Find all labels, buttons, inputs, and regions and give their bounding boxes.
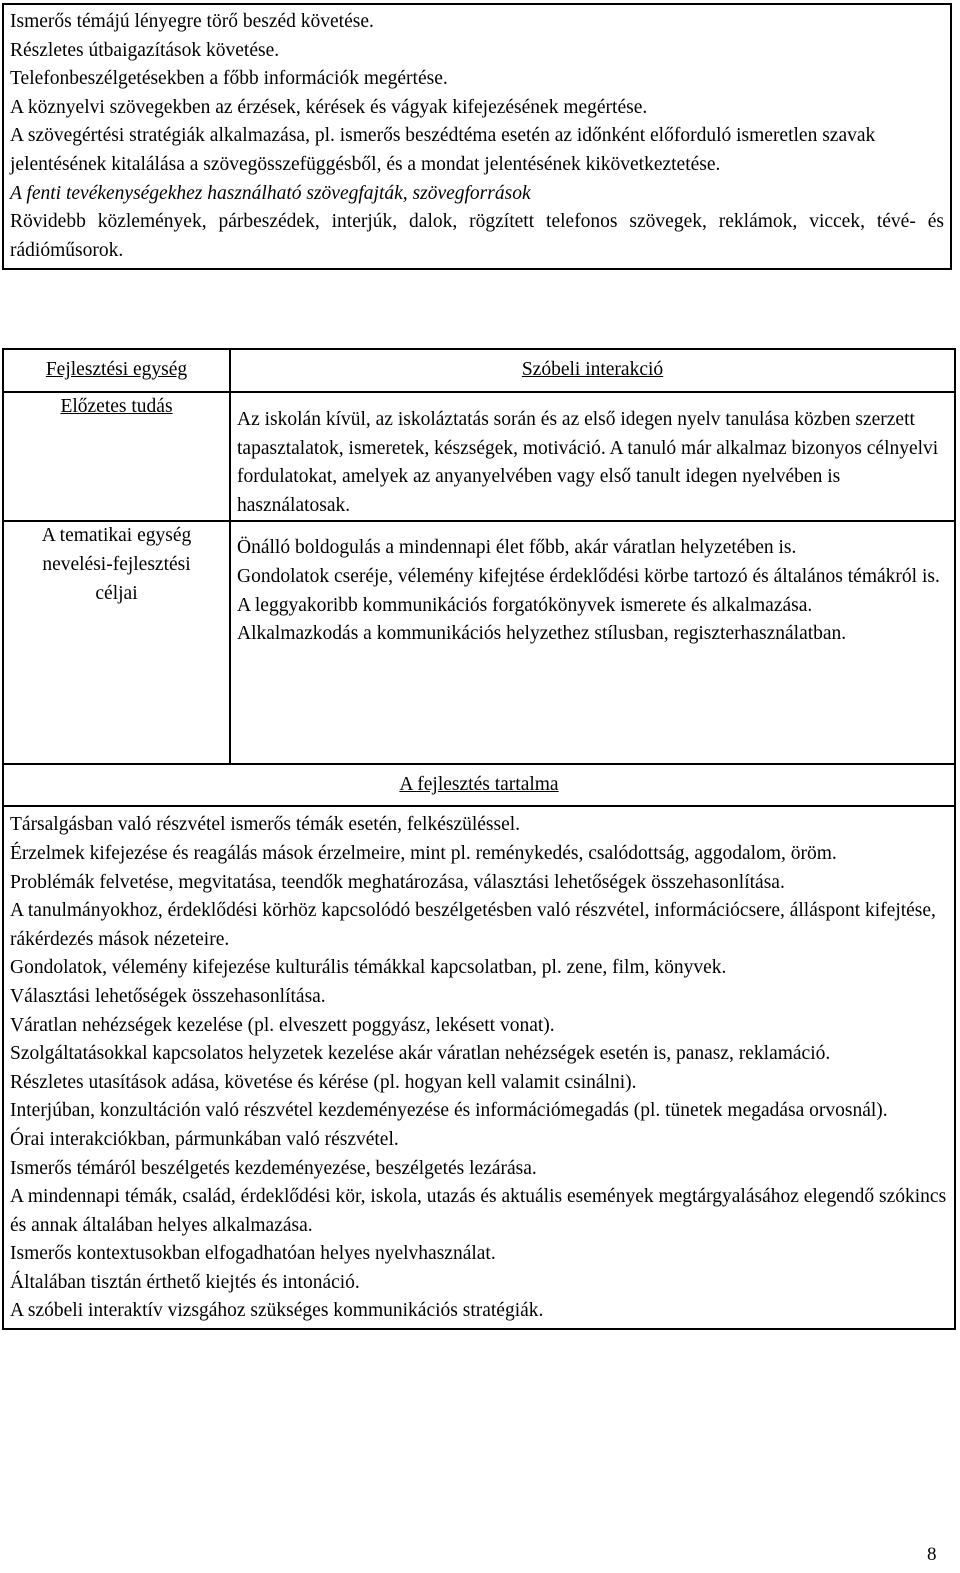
header-right: Szóbeli interakció — [521, 359, 664, 381]
goal-item: Gondolatok cseréje, vélemény kifejtése érdeklődési körbe tartozó és általános témákról is. — [237, 565, 940, 587]
header-left: Fejlesztési egység — [45, 359, 188, 381]
skill-line: Telefonbeszélgetésekben a főbb információk megértése. — [10, 68, 448, 90]
page-number: 8 — [927, 1544, 937, 1565]
sources-text: Rövidebb közlemények, párbeszédek, interjúk, dalok, rögzített telefonos szövegek, reklámok, viccek, tévé- és rádióműsorok. — [10, 211, 944, 261]
content-item: Problémák felvetése, megvitatása, teendők meghatározása, választási lehetőségek összehasonlítása. — [10, 871, 785, 893]
content-item: Általában tisztán érthető kiejtés és intonáció. — [10, 1271, 360, 1293]
curriculum-table — [2, 348, 956, 1330]
content-item: Érzelmek kifejezése és reagálás mások érzelmeire, mint pl. reménykedés, csalódottság, aggodalom, öröm. — [10, 842, 837, 864]
goals-label-line: A tematikai egység — [41, 525, 192, 547]
content-item: Ismerős témáról beszélgetés kezdeményezése, beszélgetés lezárása. — [10, 1157, 537, 1179]
content-item: Társalgásban való részvétel ismerős témák esetén, felkészüléssel. — [10, 814, 521, 836]
content-heading-cell — [3, 764, 955, 806]
prior-knowledge-text: Az iskolán kívül, az iskoláztatás során és az első idegen nyelv tanulása közben szerzett tapasztalatok, ismeretek, készségek, motiváció. A tanuló már alkalmaz bizonyos célnyelvi fordulatokat, amelyek az anyanyelvében vagy első tanult idegen nyelvében is használatosak. — [237, 409, 939, 516]
goal-item: Önálló boldogulás a mindennapi élet főbb, akár váratlan helyzetében is. — [237, 537, 797, 559]
goals-label-cell — [3, 521, 230, 764]
content-item: Váratlan nehézségek kezelése (pl. elveszett poggyász, lekésett vonat). — [10, 1014, 555, 1036]
content-item: Órai interakciókban, pármunkában való részvétel. — [10, 1128, 399, 1150]
goals-label-line: nevelési-fejlesztési — [42, 553, 191, 575]
goal-item: Alkalmazkodás a kommunikációs helyzethez stílusban, regiszterhasználatban. — [237, 623, 847, 645]
sources-heading: A fenti tevékenységekhez használható szövegfajták, szövegforrások — [10, 182, 531, 204]
content-item: Részletes utasítások adása, követése és kérése (pl. hogyan kell valamit csinálni). — [10, 1071, 637, 1093]
content-item: A mindennapi témák, család, érdeklődési kör, iskola, utazás és aktuális események megtárgyalásához elegendő szókincs és annak általában helyes alkalmazása. — [10, 1186, 947, 1236]
skill-line: A köznyelvi szövegekben az érzések, kérések és vágyak kifejezésének megértése. — [10, 96, 648, 118]
prior-knowledge-cell — [230, 392, 955, 521]
goal-item: A leggyakoribb kommunikációs forgatókönyvek ismerete és alkalmazása. — [237, 594, 813, 616]
prior-knowledge-label-cell — [3, 392, 230, 521]
header-right-cell — [230, 349, 955, 392]
content-item: Gondolatok, vélemény kifejezése kulturális témákkal kapcsolatban, pl. zene, film, könyvek. — [10, 957, 727, 979]
content-item: Ismerős kontextusokban elfogadhatóan helyes nyelvhasználat. — [10, 1243, 496, 1265]
skill-line: Részletes útbaigazítások követése. — [10, 39, 280, 61]
content-item: A szóbeli interaktív vizsgához szükséges kommunikációs stratégiák. — [10, 1300, 544, 1322]
top-section-box — [2, 3, 952, 270]
content-heading: A fejlesztés tartalma — [399, 774, 559, 796]
content-item: Választási lehetőségek összehasonlítása. — [10, 985, 326, 1007]
goals-cell — [230, 521, 955, 764]
skill-line: Ismerős témájú lényegre törő beszéd követése. — [10, 11, 374, 32]
prior-knowledge-label: Előzetes tudás — [60, 396, 173, 417]
skill-line: A szövegértési stratégiák alkalmazása, pl. ismerős beszédtéma esetén az időnként előforduló ismeretlen szavak jelentésének kitalálása a szövegösszefüggésből, és a mondat jelentésének kikövetkeztetése. — [10, 125, 876, 175]
header-left-cell — [3, 349, 230, 392]
content-item: A tanulmányokhoz, érdeklődési körhöz kapcsolódó beszélgetésben való részvétel, információcsere, álláspont kifejtése, rákérdezés mások nézeteire. — [10, 900, 936, 950]
content-cell — [3, 806, 955, 1329]
content-item: Szolgáltatásokkal kapcsolatos helyzetek kezelése akár váratlan nehézségek esetén is, panasz, reklamáció. — [10, 1043, 831, 1065]
content-item: Interjúban, konzultáción való részvétel kezdeményezése és információmegadás (pl. tünetek megadása orvosnál). — [10, 1100, 888, 1122]
goals-label-line: céljai — [95, 582, 138, 604]
